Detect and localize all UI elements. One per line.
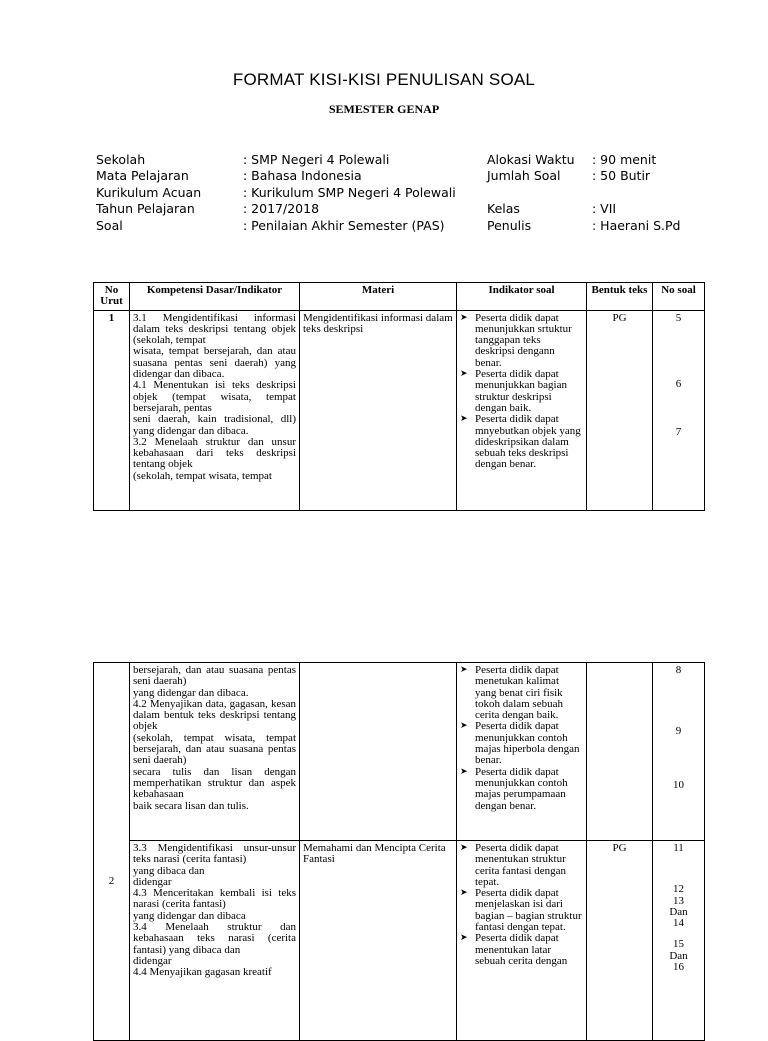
materi-cell bbox=[300, 663, 457, 841]
bentuk-cell: PG bbox=[587, 841, 653, 1041]
nosoal-value: 8 bbox=[675, 664, 682, 676]
materi-cell: Mengidentifikasi informasi dalam teks deskripsi bbox=[300, 310, 457, 510]
nosoal-cell bbox=[653, 841, 705, 1041]
info-label: Penulis bbox=[487, 217, 532, 233]
kd-line: 3.2 Menelaah struktur dan unsur kebahasaan dari teks deskripsi tentang objek bbox=[133, 435, 296, 471]
row-number bbox=[94, 841, 130, 1041]
kisi-table-2 bbox=[93, 662, 705, 1041]
bentuk-cell: PG bbox=[587, 310, 653, 510]
kd-line: 4.1 Menentukan isi teks deskripsi objek (tempat wisata, tempat bersejarah, pentas bbox=[133, 379, 296, 414]
header-indikator: Indikator soal bbox=[457, 283, 587, 311]
indikator-item: ➤ Peserta didik dapat menunjukkan bagian struktur deskripsi dengan baik. bbox=[460, 369, 583, 414]
table-row bbox=[94, 310, 705, 510]
page-subtitle: SEMESTER GENAP bbox=[328, 102, 440, 116]
info-value: : 90 menit bbox=[592, 152, 657, 167]
info-label: Mata Pelajaran bbox=[96, 168, 189, 184]
header-bentuk: Bentuk teks bbox=[587, 283, 653, 311]
indikator-item: ➤ Peserta didik dapat menunjukkan contoh majas hiperbola dengan benar. bbox=[460, 721, 583, 766]
indikator-item: ➤ Peserta didik dapat menunjukkan srtuktur tanggapan teks deskripsi dengann benar. bbox=[460, 313, 583, 369]
kd-line: didengar bbox=[133, 954, 172, 967]
kd-cell bbox=[130, 663, 300, 841]
header-nosoal: No soal bbox=[653, 283, 705, 311]
indikator-item: ➤ Peserta didik dapat mnyebutkan objek yang dideskripsikan dalam sebuah teks deskripsi dengan benar. bbox=[460, 414, 583, 470]
row-number bbox=[94, 663, 130, 841]
info-value: : Haerani S.Pd bbox=[592, 217, 681, 233]
nosoal-value: 5 bbox=[675, 311, 682, 324]
info-value: : Bahasa Indonesia bbox=[243, 168, 362, 184]
kd-line: 3.3 Mengidentifikasi unsur-unsur teks narasi (cerita fantasi) bbox=[133, 842, 296, 866]
kd-line: (sekolah, tempat wisata, tempat bersejarah, dan atau suasana pentas seni daerah) bbox=[133, 731, 296, 767]
kd-line: 4.4 Menyajikan gagasan kreatif bbox=[133, 966, 272, 979]
kd-line: 4.2 Menyajikan data, gagasan, kesan dalam bentuk teks deskripsi tentang objek bbox=[133, 697, 296, 733]
indikator-cell bbox=[457, 841, 587, 1041]
materi-cell: Memahami dan Mencipta Cerita Fantasi bbox=[300, 841, 457, 1041]
indikator-cell bbox=[457, 310, 587, 510]
info-left-labels bbox=[96, 152, 201, 234]
info-value bbox=[592, 185, 680, 201]
info-right-values bbox=[592, 152, 680, 234]
kd-line: didengar bbox=[133, 875, 172, 888]
nosoal-cell bbox=[653, 663, 705, 841]
nosoal-value: 10 bbox=[673, 778, 684, 791]
kd-line: yang didengar dan dibaca bbox=[133, 909, 246, 922]
kd-line: bersejarah, dan atau suasana pentas seni daerah) bbox=[133, 664, 296, 688]
nosoal-cell bbox=[653, 310, 705, 510]
indikator-item: ➤ Peserta didik dapat menjelaskan isi dari bagian – bagian struktur fantasi dengan tepat. bbox=[460, 888, 583, 933]
kd-line: secara tulis dan lisan dengan memperhatikan struktur dan aspek kebahasaan bbox=[133, 765, 296, 801]
indikator-item: ➤ Peserta didik dapat menetukan kalimat yang benat ciri fisik tokoh dalam sebuah cerita dengan baik. bbox=[460, 665, 583, 721]
table-header-row bbox=[94, 283, 705, 311]
nosoal-value: 12 bbox=[673, 883, 684, 896]
nosoal-value: 9 bbox=[675, 725, 682, 738]
kd-line: baik secara lisan dan tulis. bbox=[133, 799, 249, 812]
kd-line: seni daerah, kain tradisional, dll) yang didengar dan dibaca. bbox=[133, 413, 296, 437]
info-value: : SMP Negeri 4 Polewali bbox=[243, 152, 390, 167]
nosoal-value: 16 bbox=[673, 961, 684, 974]
table-row bbox=[94, 663, 705, 841]
info-label: Soal bbox=[96, 217, 123, 233]
nosoal-value: 11 bbox=[673, 842, 684, 854]
header-no: No Urut bbox=[94, 283, 130, 311]
kd-line: yang dibaca dan bbox=[133, 864, 205, 877]
info-value: : Penilaian Akhir Semester (PAS) bbox=[243, 217, 445, 233]
info-value: : 2017/2018 bbox=[243, 201, 320, 217]
info-right-labels bbox=[487, 152, 575, 234]
kd-cell bbox=[130, 310, 300, 510]
info-value: : VII bbox=[592, 201, 617, 217]
header-materi: Materi bbox=[300, 283, 457, 311]
info-value: : Kurikulum SMP Negeri 4 Polewali bbox=[243, 184, 456, 200]
kd-line: wisata, tempat bersejarah, dan atau suasana pentas seni daerah) yang didengar dan dibaca. bbox=[133, 345, 296, 381]
nosoal-value: 7 bbox=[675, 426, 682, 439]
nosoal-value: 6 bbox=[675, 377, 682, 390]
row-number-text: 2 bbox=[108, 874, 115, 887]
nosoal-value: Dan bbox=[669, 949, 688, 962]
info-label: Alokasi Waktu bbox=[487, 152, 575, 167]
kd-cell bbox=[130, 841, 300, 1041]
kd-line: yang didengar dan dibaca. bbox=[133, 686, 249, 699]
indikator-cell bbox=[457, 663, 587, 841]
info-label: Tahun Pelajaran bbox=[96, 201, 195, 217]
nosoal-value: 15 bbox=[673, 938, 684, 951]
nosoal-value: 14 bbox=[673, 917, 684, 930]
kd-line: 3.4 Menelaah struktur dan kebahasaan teks narasi (cerita fantasi) yang dibaca dan bbox=[133, 921, 296, 956]
info-label: Sekolah bbox=[96, 152, 146, 167]
row-number: 1 bbox=[94, 310, 130, 510]
indikator-item: ➤ Peserta didik dapat menentukan latar sebuah cerita dengan bbox=[460, 933, 583, 967]
info-label bbox=[487, 185, 575, 201]
kd-line: 4.3 Menceritakan kembali isi teks narasi (cerita fantasi) bbox=[133, 887, 296, 911]
nosoal-value: 13 bbox=[673, 894, 684, 907]
page-title: FORMAT KISI-KISI PENULISAN SOAL bbox=[232, 70, 536, 89]
info-value: : 50 Butir bbox=[592, 168, 651, 184]
indikator-item: ➤ Peserta didik dapat menunjukkan contoh majas perumpamaan dengan benar. bbox=[460, 767, 583, 812]
info-label: Kelas bbox=[487, 201, 520, 217]
bentuk-cell bbox=[587, 663, 653, 841]
nosoal-value: Dan bbox=[669, 905, 688, 918]
info-label: Kurikulum Acuan bbox=[96, 184, 202, 200]
header-kd: Kompetensi Dasar/Indikator bbox=[130, 283, 300, 311]
info-label: Jumlah Soal bbox=[487, 168, 561, 184]
info-left-values bbox=[243, 152, 456, 234]
kd-line: 3.1 Mengidentifikasi informasi dalam teks deskripsi tentang objek (sekolah, tempat bbox=[133, 311, 296, 347]
kd-line: (sekolah, tempat wisata, tempat bbox=[133, 469, 272, 482]
table-row bbox=[94, 841, 705, 1041]
kisi-table-1 bbox=[93, 282, 705, 511]
indikator-item: ➤ Peserta didik dapat menentukan struktur cerita fantasi dengan tepat. bbox=[460, 843, 583, 888]
